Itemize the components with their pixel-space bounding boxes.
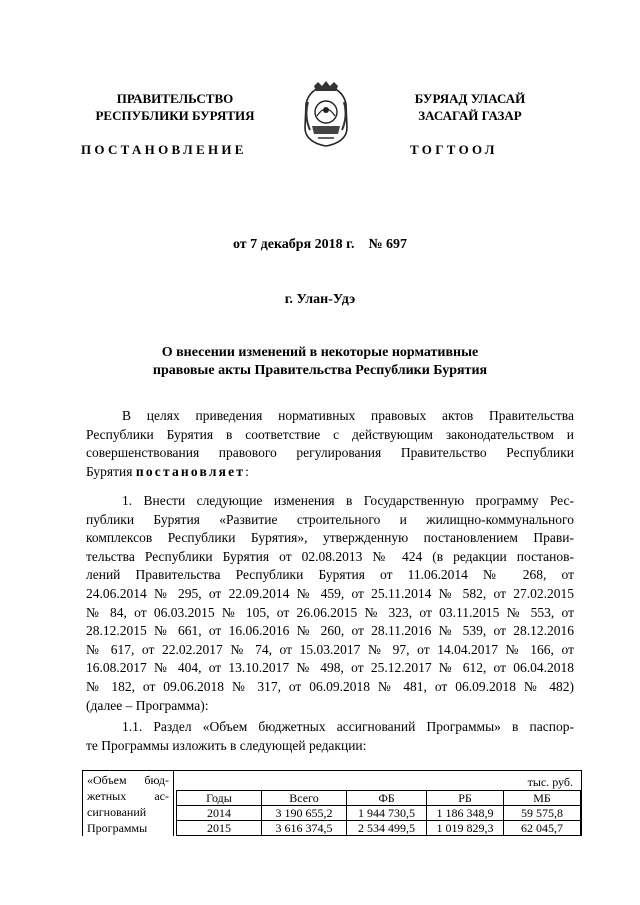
subject-line-2: правовые акты Правительства Республики Бурятия — [152, 363, 488, 378]
table-cell: 1 019 829,3 — [427, 821, 504, 836]
column-header: Годы — [177, 791, 262, 806]
item-1-line: 24.06.2014 № 295, от 22.09.2014 № 459, от 25.11.2014 № 582, от 27.02.2015 — [86, 585, 574, 601]
preamble-line: В целях приведения нормативных правовых актов Правительства — [122, 408, 574, 423]
document-city: г. Улан-Удэ — [284, 292, 356, 307]
paragraph-item-1 — [86, 492, 574, 715]
item-1-line: № 182, от 09.06.2018 № 317, от 06.09.2018 № 481, от 06.09.2018 № 482) — [86, 678, 574, 694]
item-1-line: № 617, от 22.02.2017 № 74, от 15.03.2017 № 97, от 14.04.2017 № 166, от — [86, 641, 574, 657]
budget-label-cell — [82, 770, 174, 836]
column-header: ФБ — [347, 791, 427, 806]
item-1-1-line: те Программы изложить в следующей редакции: — [86, 737, 367, 753]
item-1-line: лений Правительства Республики Бурятия от 11.06.2014 № 268, от — [86, 567, 574, 583]
budget-table — [176, 790, 581, 836]
column-header: МБ — [504, 791, 581, 806]
paragraph-item-1-1 — [86, 718, 574, 755]
column-header: Всего — [262, 791, 347, 806]
budget-unit: тыс. руб. — [527, 775, 573, 789]
table-cell: 1 186 348,9 — [427, 806, 504, 821]
paragraph-preamble — [86, 407, 574, 481]
budget-label-line: «Объем бюд- — [87, 773, 169, 787]
item-1-line: публики Бурятия «Развитие строительного и жилищно-коммунального — [86, 511, 574, 527]
document-number: № 697 — [368, 237, 408, 252]
table-cell: 2014 — [177, 806, 262, 821]
subject-line-1: О внесении изменений в некоторые нормативные — [161, 345, 479, 360]
preamble-line: совершенствования правового регулирования Правительство Республики — [86, 445, 574, 461]
preamble-line: Республики Бурятия в соответствие с действующим законодательством и — [86, 426, 574, 442]
header-left — [50, 90, 300, 124]
header-right — [345, 90, 595, 124]
table-row — [177, 821, 581, 836]
preamble-last-suffix: : — [245, 463, 249, 479]
budget-label-line: жетных ас- — [87, 789, 169, 803]
header-left-line-1: ПРАВИТЕЛЬСТВО — [116, 91, 234, 106]
document-subject — [0, 344, 640, 380]
document-date-line — [0, 237, 640, 253]
budget-label-line: Программы — [87, 821, 148, 835]
column-header: РБ — [427, 791, 504, 806]
item-1-line: 28.12.2015 № 661, от 16.06.2016 № 260, от 28.11.2016 № 539, от 28.12.2016 — [86, 623, 574, 639]
item-1-line: 1. Внести следующие изменения в Государственную программу Рес- — [122, 493, 574, 508]
preamble-line — [86, 463, 574, 482]
header-right-line-2: ЗАСАГАЙ ГАЗАР — [418, 108, 522, 123]
item-1-line: № 84, от 06.03.2015 № 105, от 26.06.2015 № 323, от 03.11.2015 № 553, от — [86, 604, 574, 620]
item-1-1-line: 1.1. Раздел «Объем бюджетных ассигнований Программы» в паспор- — [122, 719, 574, 734]
table-header-row — [177, 791, 581, 806]
budget-label-line: сигнований — [87, 805, 147, 819]
table-cell: 1 944 730,5 — [347, 806, 427, 821]
table-cell: 2015 — [177, 821, 262, 836]
table-cell: 3 616 374,5 — [262, 821, 347, 836]
header-left-line-2: РЕСПУБЛИКИ БУРЯТИЯ — [95, 108, 255, 123]
table-row — [177, 806, 581, 821]
table-cell: 3 190 655,2 — [262, 806, 347, 821]
budget-data-cell — [174, 770, 582, 836]
title-right: ТОГТООЛ — [410, 142, 498, 157]
item-1-line: 16.08.2017 № 404, от 13.10.2017 № 498, от 25.12.2017 № 612, от 06.04.2018 — [86, 660, 574, 676]
document-date: от 7 декабря 2018 г. — [232, 237, 355, 252]
table-cell: 2 534 499,5 — [347, 821, 427, 836]
item-1-line: (далее – Программа): — [86, 697, 209, 713]
table-cell: 59 575,8 — [504, 806, 581, 821]
item-1-line: тельства Республики Бурятия от 02.08.2013 № 424 (в редакции постанов- — [86, 548, 574, 564]
budget-section — [82, 770, 582, 836]
item-1-line: комплексов Республики Бурятия», утвержденную постановлением Прави- — [86, 530, 574, 546]
header-right-line-1: БУРЯАД УЛАСАЙ — [414, 91, 526, 106]
table-cell: 62 045,7 — [504, 821, 581, 836]
preamble-last-prefix: Бурятия — [86, 463, 136, 479]
resolves-word: постановляет — [135, 463, 246, 479]
title-left: ПОСТАНОВЛЕНИЕ — [81, 142, 247, 157]
